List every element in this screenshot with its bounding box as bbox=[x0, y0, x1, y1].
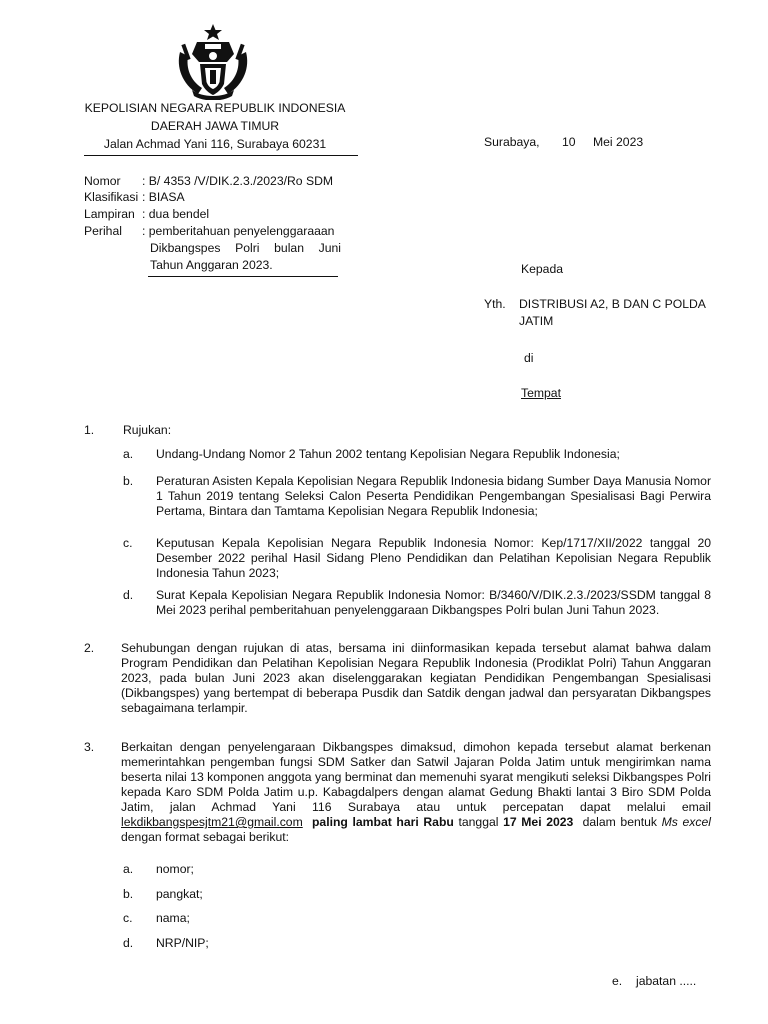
recipient-name-cont: JATIM bbox=[519, 314, 554, 328]
list-item-text: Peraturan Asisten Kepala Kepolisian Negara Republik Indonesia bidang Sumber Daya Manusia Nomor 1 Tahun 2019 tentang Seleksi Calon Peserta Pendidikan Pengembangan Spesialisasi Bagi Perwira Pertama, Bintara dan Tamtama Kepolisian Negara Republik Indonesia; bbox=[156, 474, 711, 518]
list-item-label: b. bbox=[123, 887, 134, 901]
deadline-text: paling lambat hari Rabu bbox=[311, 815, 454, 829]
section-title: Rujukan: bbox=[123, 423, 172, 437]
meta-label: Nomor bbox=[84, 174, 121, 188]
date-city: Surabaya, bbox=[484, 135, 540, 149]
list-item-label: b. bbox=[123, 474, 134, 488]
section-number: 2. bbox=[84, 641, 95, 655]
recipient-name: DISTRIBUSI A2, B DAN C POLDA bbox=[519, 297, 706, 311]
police-emblem-icon bbox=[172, 22, 254, 100]
paragraph-text: Berkaitan dengan penyelengaraan Dikbangspes dimaksud, dimohon kepada tersebut alamat berkenan memerintahkan pengemban fungsi SDM Satker dan Satwil Jajaran Polda Jatim untuk mengirimkan nama beserta nilai 13 komponen anggota yang berminat dan memenuhi syarat mengikuti seleksi Dikbangspes Polri kepada Karo SDM Polda Jatim u.p. Kabagdalpers dengan alamat Gedung Bhakti lantai 3 Biro SDM Polda Jatim, jalan Achmad Yani 116 Surabaya atau untuk percepatan dapat melalui email bbox=[121, 740, 711, 814]
meta-perihal bbox=[84, 224, 364, 239]
meta-label: Perihal bbox=[84, 224, 122, 238]
meta-lampiran bbox=[84, 207, 364, 222]
list-item-text: nomor; bbox=[156, 862, 194, 876]
list-item-label: d. bbox=[123, 936, 134, 950]
list-item-text: pangkat; bbox=[156, 887, 203, 901]
meta-klasifikasi bbox=[84, 190, 364, 205]
letterhead-address: Jalan Achmad Yani 116, Surabaya 60231 bbox=[103, 137, 327, 151]
meta-label: Lampiran bbox=[84, 207, 135, 221]
meta-perihal-cont: Tahun Anggaran 2023. bbox=[150, 258, 273, 272]
paragraph-text: dengan format sebagai berikut: bbox=[121, 830, 290, 844]
format-text: Ms excel bbox=[661, 815, 711, 829]
perihal-underline bbox=[148, 276, 338, 277]
list-item-label: a. bbox=[123, 447, 134, 461]
email-link[interactable]: lekdikbangspesjtm21@gmail.com bbox=[121, 815, 303, 829]
date-day: 10 bbox=[562, 135, 576, 149]
meta-label: Klasifikasi bbox=[84, 190, 139, 204]
recipient-yth: Yth. bbox=[484, 297, 506, 311]
section-number: 1. bbox=[84, 423, 95, 437]
letterhead-divider bbox=[84, 155, 358, 156]
list-item-label: d. bbox=[123, 588, 134, 602]
list-item-text: Undang-Undang Nomor 2 Tahun 2002 tentang Kepolisian Negara Republik Indonesia; bbox=[156, 447, 620, 461]
list-item-text: Keputusan Kepala Kepolisian Negara Republik Indonesia Nomor: Kep/1717/XII/2022 tanggal 20 Desember 2022 perihal Hasil Sidang Pleno Pendidikan dan Pelatihan Kepolisian Negara Republik Indonesia Tahun 2023; bbox=[156, 536, 711, 580]
meta-nomor bbox=[84, 174, 364, 189]
footer-continuation: jabatan ..... bbox=[636, 974, 697, 988]
list-item-label: a. bbox=[123, 862, 134, 876]
footer-label: e. bbox=[612, 974, 623, 988]
date-month-year: Mei 2023 bbox=[593, 135, 644, 149]
letterhead-org: KEPOLISIAN NEGARA REPUBLIK INDONESIA bbox=[84, 101, 346, 115]
meta-value: : dua bendel bbox=[142, 207, 210, 221]
meta-value: : pemberitahuan penyelenggaraaan bbox=[142, 224, 335, 238]
recipient-di: di bbox=[524, 351, 534, 365]
list-item-label: c. bbox=[123, 536, 133, 550]
list-item-text: NRP/NIP; bbox=[156, 936, 209, 950]
list-item-text: Surat Kepala Kepolisian Negara Republik Indonesia Nomor: B/3460/V/DIK.2.3./2023/SSDM tanggal 8 Mei 2023 perihal pemberitahuan penyelenggaraan Dikbangspes Polri bulan Juni Tahun 2023. bbox=[156, 588, 711, 617]
paragraph-text: dalam bentuk bbox=[582, 815, 658, 829]
section-number: 3. bbox=[84, 740, 95, 754]
recipient-tempat: Tempat bbox=[521, 386, 561, 400]
meta-value: : B/ 4353 /V/DIK.2.3./2023/Ro SDM bbox=[142, 174, 334, 188]
paragraph-text: tanggal bbox=[458, 815, 499, 829]
section-paragraph: Sehubungan dengan rujukan di atas, bersama ini diinformasikan kepada tersebut alamat bahwa dalam Program Pendidikan dan Pelatihan Kepolisian Negara Republik Indonesia (Prodiklat Polri) Tahun Anggaran 2023, pada bulan Juni 2023 akan diselenggarakan kegiatan Pendidikan Pengembangan Spesialisasi (Dikbangspes) yang bertempat di beberapa Pusdik dan Satdik dengan jadwal dan persyaratan Dikbangspes sebagaimana terlampir. bbox=[121, 641, 711, 715]
meta-value: : BIASA bbox=[142, 190, 185, 204]
deadline-date: 17 Mei 2023 bbox=[503, 815, 574, 829]
recipient-kepada: Kepada bbox=[521, 262, 564, 276]
section-paragraph bbox=[121, 740, 711, 845]
meta-perihal-cont: Dikbangspes Polri bulan Juni bbox=[150, 241, 341, 255]
list-item-text: nama; bbox=[156, 911, 190, 925]
letterhead-region: DAERAH JAWA TIMUR bbox=[150, 119, 280, 133]
list-item-label: c. bbox=[123, 911, 133, 925]
